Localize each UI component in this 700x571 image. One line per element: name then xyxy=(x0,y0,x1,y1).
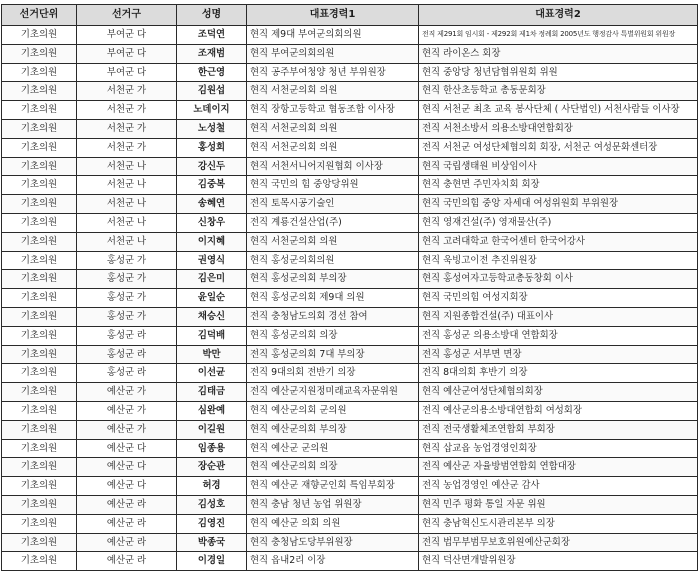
cell-election-unit: 기초의원 xyxy=(2,157,77,176)
table-row xyxy=(2,364,698,383)
table-row xyxy=(2,383,698,402)
cell-career-1: 현직 읍내2리 이장 xyxy=(247,552,419,571)
cell-career-1: 전직 홍성군의회 7대 부의장 xyxy=(247,345,419,364)
cell-career-2: 전직 홍성군 의용소방대 연합회장 xyxy=(419,326,698,345)
cell-career-1: 현직 홍성군의회 부의장 xyxy=(247,270,419,289)
cell-election-unit: 기초의원 xyxy=(2,477,77,496)
cell-career-2: 전직 서천소방서 의용소방대연합회장 xyxy=(419,119,698,138)
table-row xyxy=(2,270,698,289)
header-name: 성명 xyxy=(177,5,247,26)
cell-career-1: 현직 예산군의회 부의장 xyxy=(247,420,419,439)
cell-election-unit: 기초의원 xyxy=(2,364,77,383)
cell-career-2: 현직 한산초등학교 총동문회장 xyxy=(419,82,698,101)
cell-career-1: 현직 예산군의회 군의원 xyxy=(247,401,419,420)
cell-name: 김덕배 xyxy=(177,326,247,345)
table-row xyxy=(2,82,698,101)
header-career-1: 대표경력1 xyxy=(247,5,419,26)
table-row xyxy=(2,232,698,251)
cell-career-2: 현직 홍성여자고등학교총동창회 이사 xyxy=(419,270,698,289)
cell-name: 이길원 xyxy=(177,420,247,439)
cell-name: 김중복 xyxy=(177,176,247,195)
cell-district: 서천군 나 xyxy=(77,232,177,251)
cell-career-2: 현직 중앙당 청년담협위원회 위원 xyxy=(419,63,698,82)
cell-career-1: 현직 제9대 부여군의회의원 xyxy=(247,26,419,45)
cell-career-1: 현직 충청남도당부위원장 xyxy=(247,533,419,552)
cell-career-2: 전직 농업경영인 예산군 감사 xyxy=(419,477,698,496)
table-row xyxy=(2,533,698,552)
cell-name: 임종용 xyxy=(177,439,247,458)
cell-election-unit: 기초의원 xyxy=(2,101,77,120)
cell-name: 장순관 xyxy=(177,458,247,477)
table-row xyxy=(2,345,698,364)
header-row xyxy=(2,5,698,26)
table-row xyxy=(2,458,698,477)
table-row xyxy=(2,26,698,45)
cell-career-1: 현직 서천군의회 의원 xyxy=(247,119,419,138)
cell-election-unit: 기초의원 xyxy=(2,552,77,571)
cell-name: 김태금 xyxy=(177,383,247,402)
table-row xyxy=(2,157,698,176)
table-row xyxy=(2,176,698,195)
header-career-2: 대표경력2 xyxy=(419,5,698,26)
cell-district: 부여군 다 xyxy=(77,26,177,45)
table-row xyxy=(2,101,698,120)
cell-election-unit: 기초의원 xyxy=(2,420,77,439)
cell-election-unit: 기초의원 xyxy=(2,439,77,458)
cell-district: 홍성군 라 xyxy=(77,326,177,345)
cell-career-2: 현직 충현면 주민자치회 회장 xyxy=(419,176,698,195)
cell-election-unit: 기초의원 xyxy=(2,307,77,326)
cell-career-1: 현직 예산군 재향군인회 특임부회장 xyxy=(247,477,419,496)
cell-career-2: 현직 국민의힘 중앙 자세대 여성위원회 부위원장 xyxy=(419,195,698,214)
table-row xyxy=(2,495,698,514)
table-row xyxy=(2,477,698,496)
cell-district: 예산군 가 xyxy=(77,401,177,420)
cell-name: 이지혜 xyxy=(177,232,247,251)
candidate-table xyxy=(1,4,698,571)
cell-career-1: 현직 서천서니어지원협회 이사장 xyxy=(247,157,419,176)
cell-career-1: 전직 토목시공기술인 xyxy=(247,195,419,214)
cell-career-1: 전직 예산군지원정미래교육자문위원 xyxy=(247,383,419,402)
cell-name: 윤일순 xyxy=(177,289,247,308)
table-row xyxy=(2,289,698,308)
table-body xyxy=(2,26,698,571)
cell-career-2: 현직 욱빙고이전 추진위원장 xyxy=(419,251,698,270)
cell-election-unit: 기초의원 xyxy=(2,213,77,232)
cell-career-2: 전직 제291회 임시회 - 제292회 제1차 정례회 2005년도 행정감사 특별위원회 위원장 xyxy=(419,26,698,45)
cell-name: 강신두 xyxy=(177,157,247,176)
cell-election-unit: 기초의원 xyxy=(2,195,77,214)
cell-career-1: 현직 장항고등학교 협동조합 이사장 xyxy=(247,101,419,120)
cell-district: 예산군 다 xyxy=(77,477,177,496)
cell-election-unit: 기초의원 xyxy=(2,251,77,270)
header-district: 선거구 xyxy=(77,5,177,26)
table-row xyxy=(2,44,698,63)
cell-election-unit: 기초의원 xyxy=(2,119,77,138)
table-row xyxy=(2,514,698,533)
cell-career-1: 현직 공주부여청양 청년 부위원장 xyxy=(247,63,419,82)
table-row xyxy=(2,307,698,326)
cell-election-unit: 기초의원 xyxy=(2,345,77,364)
cell-career-2: 현직 예산군여성단체협의회장 xyxy=(419,383,698,402)
cell-election-unit: 기초의원 xyxy=(2,26,77,45)
cell-district: 홍성군 가 xyxy=(77,307,177,326)
cell-name: 송혜연 xyxy=(177,195,247,214)
cell-district: 서천군 가 xyxy=(77,82,177,101)
cell-district: 예산군 라 xyxy=(77,495,177,514)
cell-career-2: 전직 8대의회 후반기 의장 xyxy=(419,364,698,383)
cell-election-unit: 기초의원 xyxy=(2,533,77,552)
cell-district: 예산군 라 xyxy=(77,514,177,533)
cell-district: 예산군 라 xyxy=(77,552,177,571)
cell-election-unit: 기초의원 xyxy=(2,383,77,402)
cell-name: 심완예 xyxy=(177,401,247,420)
cell-name: 김영진 xyxy=(177,514,247,533)
cell-name: 김성호 xyxy=(177,495,247,514)
cell-election-unit: 기초의원 xyxy=(2,495,77,514)
cell-election-unit: 기초의원 xyxy=(2,138,77,157)
cell-career-1: 현직 홍성군의회 제9대 의원 xyxy=(247,289,419,308)
cell-election-unit: 기초의원 xyxy=(2,270,77,289)
cell-district: 서천군 나 xyxy=(77,176,177,195)
cell-name: 이선균 xyxy=(177,364,247,383)
cell-career-2: 현직 고려대학교 한국어센터 한국어강사 xyxy=(419,232,698,251)
cell-career-1: 현직 예산군 군의원 xyxy=(247,439,419,458)
cell-name: 신창우 xyxy=(177,213,247,232)
cell-election-unit: 기초의원 xyxy=(2,232,77,251)
table-row xyxy=(2,251,698,270)
cell-district: 서천군 나 xyxy=(77,213,177,232)
cell-career-2: 현직 영재건설(주) 영재물산(주) xyxy=(419,213,698,232)
cell-election-unit: 기초의원 xyxy=(2,458,77,477)
cell-election-unit: 기초의원 xyxy=(2,514,77,533)
cell-district: 예산군 다 xyxy=(77,458,177,477)
cell-name: 노데이지 xyxy=(177,101,247,120)
cell-name: 조재범 xyxy=(177,44,247,63)
table-row xyxy=(2,439,698,458)
table-row xyxy=(2,195,698,214)
cell-name: 박종국 xyxy=(177,533,247,552)
cell-name: 노성철 xyxy=(177,119,247,138)
cell-career-2: 전직 서천군 여성단체협의회 회장, 서천군 여성문화센터장 xyxy=(419,138,698,157)
table-row xyxy=(2,213,698,232)
table-row xyxy=(2,119,698,138)
cell-career-1: 현직 서천군의회 의원 xyxy=(247,232,419,251)
cell-career-2: 현직 충남혁신도시관리본부 의장 xyxy=(419,514,698,533)
cell-career-2: 전직 예산군 자율방범연합회 연합대장 xyxy=(419,458,698,477)
table-row xyxy=(2,63,698,82)
cell-district: 부여군 다 xyxy=(77,63,177,82)
candidate-table-sheet xyxy=(1,4,697,571)
cell-career-1: 현직 홍성군의회 의장 xyxy=(247,326,419,345)
cell-career-1: 현직 서천군의회 의원 xyxy=(247,138,419,157)
cell-career-1: 현직 예산군 의회 의원 xyxy=(247,514,419,533)
cell-career-2: 전직 홍성군 서부면 면장 xyxy=(419,345,698,364)
cell-career-2: 현직 삽교읍 농업경영인회장 xyxy=(419,439,698,458)
cell-career-1: 현직 예산군의회 의장 xyxy=(247,458,419,477)
cell-district: 서천군 가 xyxy=(77,119,177,138)
cell-district: 예산군 가 xyxy=(77,420,177,439)
table-row xyxy=(2,552,698,571)
cell-election-unit: 기초의원 xyxy=(2,176,77,195)
cell-career-1: 현직 홍성군의회의원 xyxy=(247,251,419,270)
cell-career-1: 현직 서천군의회 의원 xyxy=(247,82,419,101)
cell-career-1: 현직 국민의 힘 중앙당위원 xyxy=(247,176,419,195)
cell-district: 서천군 나 xyxy=(77,195,177,214)
cell-career-2: 현직 국립생태원 비상임이사 xyxy=(419,157,698,176)
header-election-unit: 선거단위 xyxy=(2,5,77,26)
table-row xyxy=(2,420,698,439)
cell-name: 조덕연 xyxy=(177,26,247,45)
cell-name: 홍성희 xyxy=(177,138,247,157)
cell-district: 홍성군 라 xyxy=(77,364,177,383)
cell-district: 홍성군 가 xyxy=(77,270,177,289)
cell-district: 서천군 가 xyxy=(77,101,177,120)
table-row xyxy=(2,138,698,157)
cell-election-unit: 기초의원 xyxy=(2,401,77,420)
table-row xyxy=(2,326,698,345)
cell-career-1: 전직 9대의회 전반기 의장 xyxy=(247,364,419,383)
cell-election-unit: 기초의원 xyxy=(2,44,77,63)
cell-career-2: 현직 라이온스 회장 xyxy=(419,44,698,63)
cell-election-unit: 기초의원 xyxy=(2,289,77,308)
cell-district: 예산군 라 xyxy=(77,533,177,552)
cell-career-1: 전직 계룡건설산업(주) xyxy=(247,213,419,232)
cell-career-2: 현직 지원종합건설(주) 대표이사 xyxy=(419,307,698,326)
cell-district: 서천군 나 xyxy=(77,157,177,176)
cell-name: 김은미 xyxy=(177,270,247,289)
cell-career-2: 현직 덕산면개발위원장 xyxy=(419,552,698,571)
cell-name: 권영식 xyxy=(177,251,247,270)
table-row xyxy=(2,401,698,420)
cell-election-unit: 기초의원 xyxy=(2,63,77,82)
cell-name: 허경 xyxy=(177,477,247,496)
cell-district: 예산군 다 xyxy=(77,439,177,458)
cell-name: 박만 xyxy=(177,345,247,364)
cell-name: 김원섭 xyxy=(177,82,247,101)
cell-district: 예산군 가 xyxy=(77,383,177,402)
cell-career-2: 전직 예산군의용소방대연합회 여성회장 xyxy=(419,401,698,420)
cell-name: 이경일 xyxy=(177,552,247,571)
cell-name: 채승신 xyxy=(177,307,247,326)
cell-district: 부여군 다 xyxy=(77,44,177,63)
cell-career-2: 전직 법무부범무보호위원예산군회장 xyxy=(419,533,698,552)
cell-district: 홍성군 라 xyxy=(77,345,177,364)
cell-name: 한근영 xyxy=(177,63,247,82)
cell-election-unit: 기초의원 xyxy=(2,82,77,101)
cell-district: 서천군 가 xyxy=(77,138,177,157)
cell-career-2: 전직 전국생활체조연합회 부회장 xyxy=(419,420,698,439)
cell-career-2: 현직 서천군 최초 교육 봉사단체 ( 사단법인) 서천사람들 이사장 xyxy=(419,101,698,120)
cell-career-2: 현직 국민의힘 여성지회장 xyxy=(419,289,698,308)
cell-district: 홍성군 가 xyxy=(77,251,177,270)
cell-career-1: 현직 충남 청년 농업 위원장 xyxy=(247,495,419,514)
cell-career-2: 현직 민주 평화 통일 자문 위원 xyxy=(419,495,698,514)
cell-career-1: 전직 충청남도의회 경선 참여 xyxy=(247,307,419,326)
cell-election-unit: 기초의원 xyxy=(2,326,77,345)
cell-district: 홍성군 가 xyxy=(77,289,177,308)
cell-career-1: 현직 부여군의회의원 xyxy=(247,44,419,63)
